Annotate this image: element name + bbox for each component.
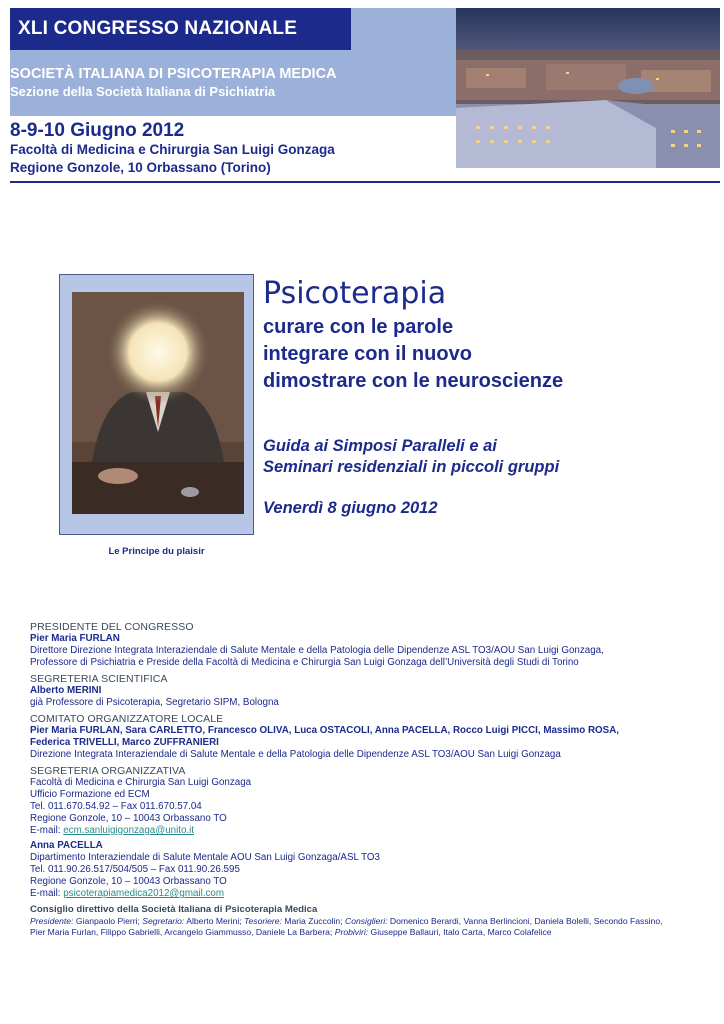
main-title: Psicoterapia <box>263 276 447 311</box>
council-tes-label: Tesoriere: <box>244 916 282 926</box>
committee-heading: COMITATO ORGANIZZATORE LOCALE <box>30 713 224 725</box>
society-name: SOCIETÀ ITALIANA DI PSICOTERAPIA MEDICA <box>10 66 337 82</box>
painting-caption: Le Principe du plaisir <box>108 546 205 557</box>
pacella-line-3: Regione Gonzole, 10 – 10043 Orbassano TO <box>30 876 227 887</box>
guide-line-1: Guida ai Simposi Paralleli e ai <box>263 437 497 455</box>
president-heading: PRESIDENTE DEL CONGRESSO <box>30 621 194 633</box>
subtitle-line-1: curare con le parole <box>263 316 454 338</box>
pacella-line-1: Dipartimento Interaziendale di Salute Mentale AOU San Luigi Gonzaga/ASL TO3 <box>30 852 380 863</box>
president-name: Pier Maria FURLAN <box>30 633 120 644</box>
pacella-line-2: Tel. 011.90.26.517/504/505 – Fax 011.90.26.595 <box>30 864 240 875</box>
council-pres-label: Presidente: <box>30 916 74 926</box>
scientific-role: già Professore di Psicoterapia, Segretario SIPM, Bologna <box>30 697 279 708</box>
president-role-1: Direttore Direzione Integrata Interaziendale di Salute Mentale e della Patologia delle Dipendenze ASL TO3/AOU San Luigi Gonzaga, <box>30 645 604 656</box>
subtitle-line-2: integrare con il nuovo <box>263 343 472 365</box>
pacella-name: Anna PACELLA <box>30 840 103 851</box>
org-line-4: Regione Gonzole, 10 – 10043 Orbassano TO <box>30 813 227 824</box>
council-tes: Maria Zuccolin; <box>281 916 345 926</box>
org-line-1: Facoltà di Medicina e Chirurgia San Luigi Gonzaga <box>30 777 252 788</box>
council-prob-label: Probiviri: <box>334 927 369 937</box>
org-line-2: Ufficio Formazione ed ECM <box>30 789 150 800</box>
council-cons-label: Consiglieri: <box>344 916 388 926</box>
campus-photo <box>456 8 720 168</box>
pacella-email-label: E-mail: <box>30 888 64 899</box>
subtitle-line-3: dimostrare con le neuroscienze <box>263 370 564 392</box>
council-prob: Giuseppe Ballauri, Italo Carta, Marco Colafelice <box>368 927 552 937</box>
scientific-name: Alberto MERINI <box>30 685 102 696</box>
committee-names-2: Federica TRIVELLI, Marco ZUFFRANIERI <box>30 737 219 748</box>
credits-section <box>30 621 710 938</box>
venue-line-1: Facoltà di Medicina e Chirurgia San Luigi Gonzaga <box>10 142 335 157</box>
pacella-email-line <box>30 888 710 900</box>
committee-names-1: Pier Maria FURLAN, Sara CARLETTO, Francesco OLIVA, Luca OSTACOLI, Anna PACELLA, Rocco Luigi PICCI, Massimo ROSA, <box>30 725 619 736</box>
guide-line-2: Seminari residenziali in piccoli gruppi <box>263 458 560 476</box>
council-sec: Alberto Merini; <box>184 916 245 926</box>
org-heading: SEGRETERIA ORGANIZZATIVA <box>30 765 186 777</box>
event-day: Venerdì 8 giugno 2012 <box>263 499 438 517</box>
committee-affiliation: Direzione Integrata Interaziendale di Salute Mentale e della Patologia delle Dipendenze ASL TO3/AOU San Luigi Gonzaga <box>30 749 561 760</box>
venue-line-2: Regione Gonzole, 10 Orbassano (Torino) <box>10 160 271 175</box>
president-role-2: Professore di Psichiatria e Preside della Facoltà di Medicina e Chirurgia San Luigi Gonzaga dell’Università degli Studi di Torino <box>30 657 579 668</box>
council-sec-label: Segretario: <box>142 916 185 926</box>
header-divider <box>10 181 720 183</box>
council-heading: Consiglio direttivo della Società Italiana di Psicoterapia Medica <box>30 904 318 915</box>
org-email-label: E-mail: <box>30 825 64 836</box>
scientific-heading: SEGRETERIA SCIENTIFICA <box>30 673 168 685</box>
council-line-2: Pier Maria Furlan, Filippo Gabrielli, Arcangelo Giammusso, Daniele La Barbera; <box>30 927 335 937</box>
pacella-email-link[interactable]: psicoterapiamedica2012@gmail.com <box>63 888 225 899</box>
council-members <box>30 916 710 938</box>
org-email-link[interactable]: ecm.sanluigigonzaga@unito.it <box>63 825 195 836</box>
council-cons: Domenico Berardi, Vanna Berlincioni, Daniela Bolelli, Secondo Fassino, <box>387 916 663 926</box>
congress-title: XLI CONGRESSO NAZIONALE <box>10 8 351 50</box>
congress-dates: 8-9-10 Giugno 2012 <box>10 120 185 141</box>
society-section: Sezione della Società Italiana di Psichiatria <box>10 84 276 99</box>
org-line-3: Tel. 011.670.54.92 – Fax 011.670.57.04 <box>30 801 202 812</box>
painting-image <box>72 292 244 514</box>
org-email-line <box>30 825 710 837</box>
council-pres: Gianpaolo Pierri; <box>73 916 143 926</box>
